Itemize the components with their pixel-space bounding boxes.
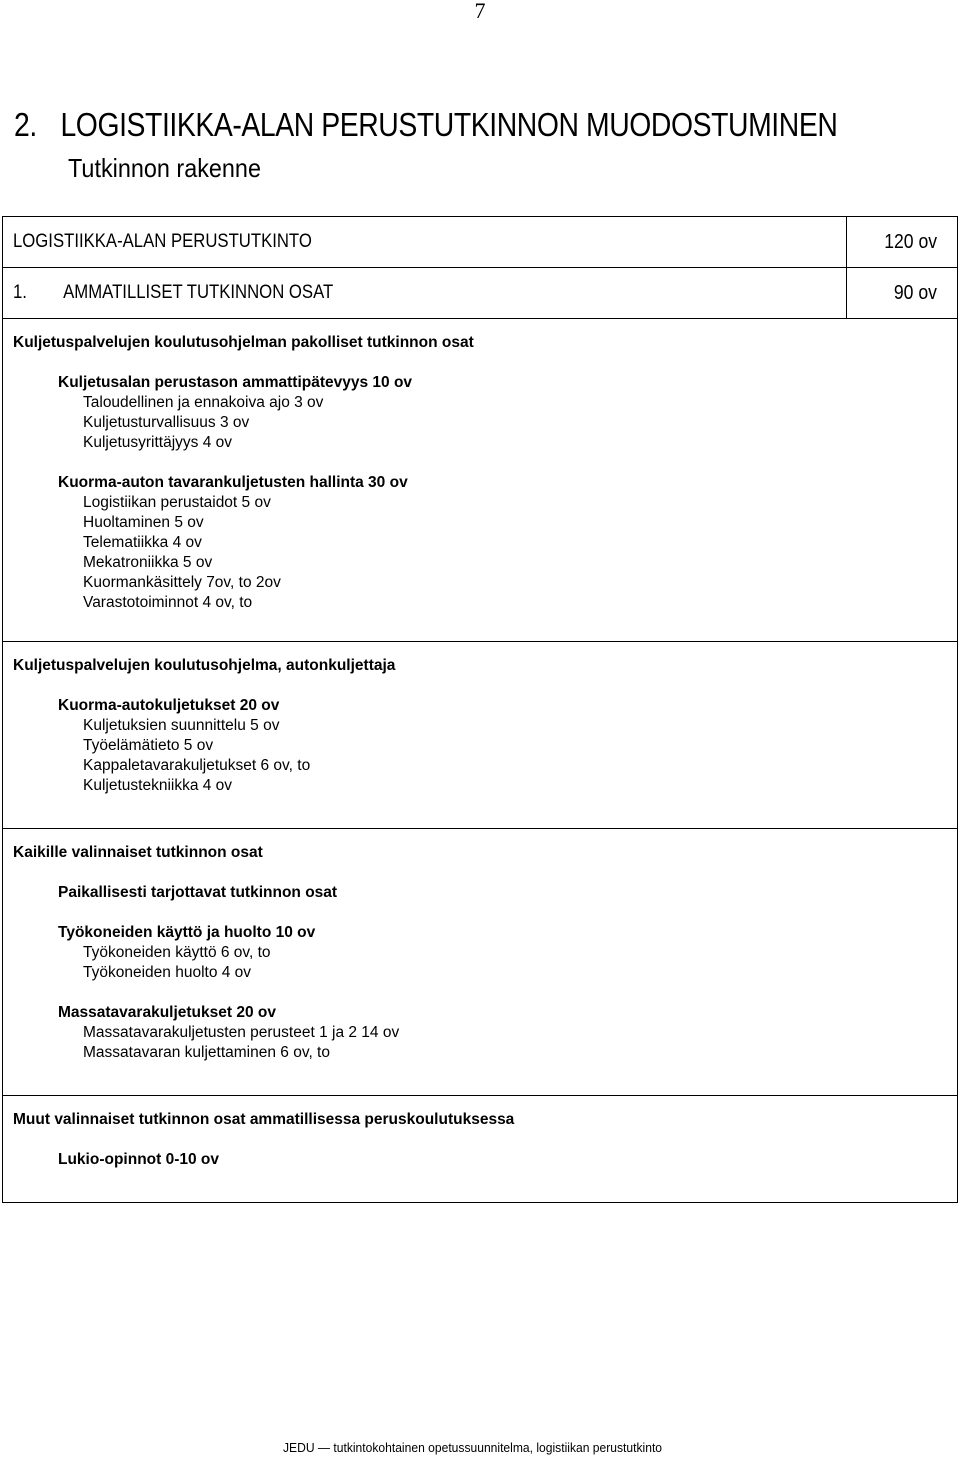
group-title: Paikallisesti tarjottavat tutkinnon osat xyxy=(58,884,338,901)
vocational-title-cell xyxy=(3,268,847,319)
table-row-block3 xyxy=(3,829,958,1096)
section-subheading: Tutkinnon rakenne xyxy=(68,153,261,183)
group-title: Massatavarakuljetukset 20 ov xyxy=(58,1004,276,1021)
list-item: Työkoneiden huolto 4 ov xyxy=(83,964,252,981)
module-group xyxy=(58,1003,947,1063)
list-item: Mekatroniikka 5 ov xyxy=(83,554,213,571)
list-item: Taloudellinen ja ennakoiva ajo 3 ov xyxy=(83,394,324,411)
module-group xyxy=(58,883,947,903)
degree-ov: 120 ov xyxy=(884,230,937,253)
list-item: Kuormankäsittely 7ov, to 2ov xyxy=(83,574,281,591)
list-item: Kuljetusyrittäjyys 4 ov xyxy=(83,434,233,451)
degree-structure-table xyxy=(2,216,958,1203)
list-item: Massatavaran kuljettaminen 6 ov, to xyxy=(83,1044,330,1061)
module-group xyxy=(58,373,947,453)
chapter-number: 2. xyxy=(14,106,37,143)
list-item: Huoltaminen 5 ov xyxy=(83,514,204,531)
list-item: Massatavarakuljetusten perusteet 1 ja 2 14 ov xyxy=(83,1024,400,1041)
group-title: Kuorma-auton tavarankuljetusten hallinta 30 ov xyxy=(58,474,408,491)
block-title: Kaikille valinnaiset tutkinnon osat xyxy=(13,844,263,861)
list-item: Logistiikan perustaidot 5 ov xyxy=(83,494,271,511)
block-title: Kuljetuspalvelujen koulutusohjelma, autonkuljettaja xyxy=(13,657,396,674)
block-other-optional xyxy=(3,1096,958,1203)
table-row-vocational xyxy=(3,268,958,319)
group-title: Kuljetusalan perustason ammattipätevyys 10 ov xyxy=(58,374,413,391)
list-item: Työelämätieto 5 ov xyxy=(83,737,214,754)
page-footer: JEDU — tutkintokohtainen opetussuunnitelma, logistiikan perustutkinto xyxy=(283,1440,663,1455)
list-item: Kuljetusturvallisuus 3 ov xyxy=(83,414,250,431)
list-item: Varastotoiminnot 4 ov, to xyxy=(83,594,253,611)
degree-title-cell xyxy=(3,217,847,268)
degree-ov-cell xyxy=(847,217,958,268)
module-group xyxy=(58,473,947,613)
module-group xyxy=(58,696,947,796)
list-item: Kuljetustekniikka 4 ov xyxy=(83,777,233,794)
module-group xyxy=(58,1150,947,1170)
list-item: Telematiikka 4 ov xyxy=(83,534,202,551)
degree-title: LOGISTIIKKA-ALAN PERUSTUTKINTO xyxy=(13,231,312,252)
chapter-heading xyxy=(14,106,837,144)
group-title: Lukio-opinnot 0-10 ov xyxy=(58,1151,220,1168)
block-driver-programme xyxy=(3,642,958,829)
chapter-title: LOGISTIIKKA-ALAN PERUSTUTKINNON MUODOSTUMINEN xyxy=(60,106,838,143)
vocational-ov: 90 ov xyxy=(893,281,937,304)
list-item: Kuljetuksien suunnittelu 5 ov xyxy=(83,717,280,734)
table-row-block1 xyxy=(3,319,958,642)
block-mandatory-modules xyxy=(3,319,958,642)
vocational-title: AMMATILLISET TUTKINNON OSAT xyxy=(63,282,334,303)
module-group xyxy=(58,923,947,983)
table-row-block2 xyxy=(3,642,958,829)
list-item: Kappaletavarakuljetukset 6 ov, to xyxy=(83,757,311,774)
page-number: 7 xyxy=(474,0,486,23)
list-item: Työkoneiden käyttö 6 ov, to xyxy=(83,944,271,961)
vocational-number: 1. xyxy=(13,282,27,303)
table-row-block4 xyxy=(3,1096,958,1203)
block-optional-modules xyxy=(3,829,958,1096)
vocational-ov-cell xyxy=(847,268,958,319)
group-title: Kuorma-autokuljetukset 20 ov xyxy=(58,697,280,714)
block-title: Muut valinnaiset tutkinnon osat ammatillisessa peruskoulutuksessa xyxy=(13,1111,515,1128)
block-title: Kuljetuspalvelujen koulutusohjelman pakolliset tutkinnon osat xyxy=(13,334,474,351)
group-title: Työkoneiden käyttö ja huolto 10 ov xyxy=(58,924,316,941)
table-row-degree xyxy=(3,217,958,268)
